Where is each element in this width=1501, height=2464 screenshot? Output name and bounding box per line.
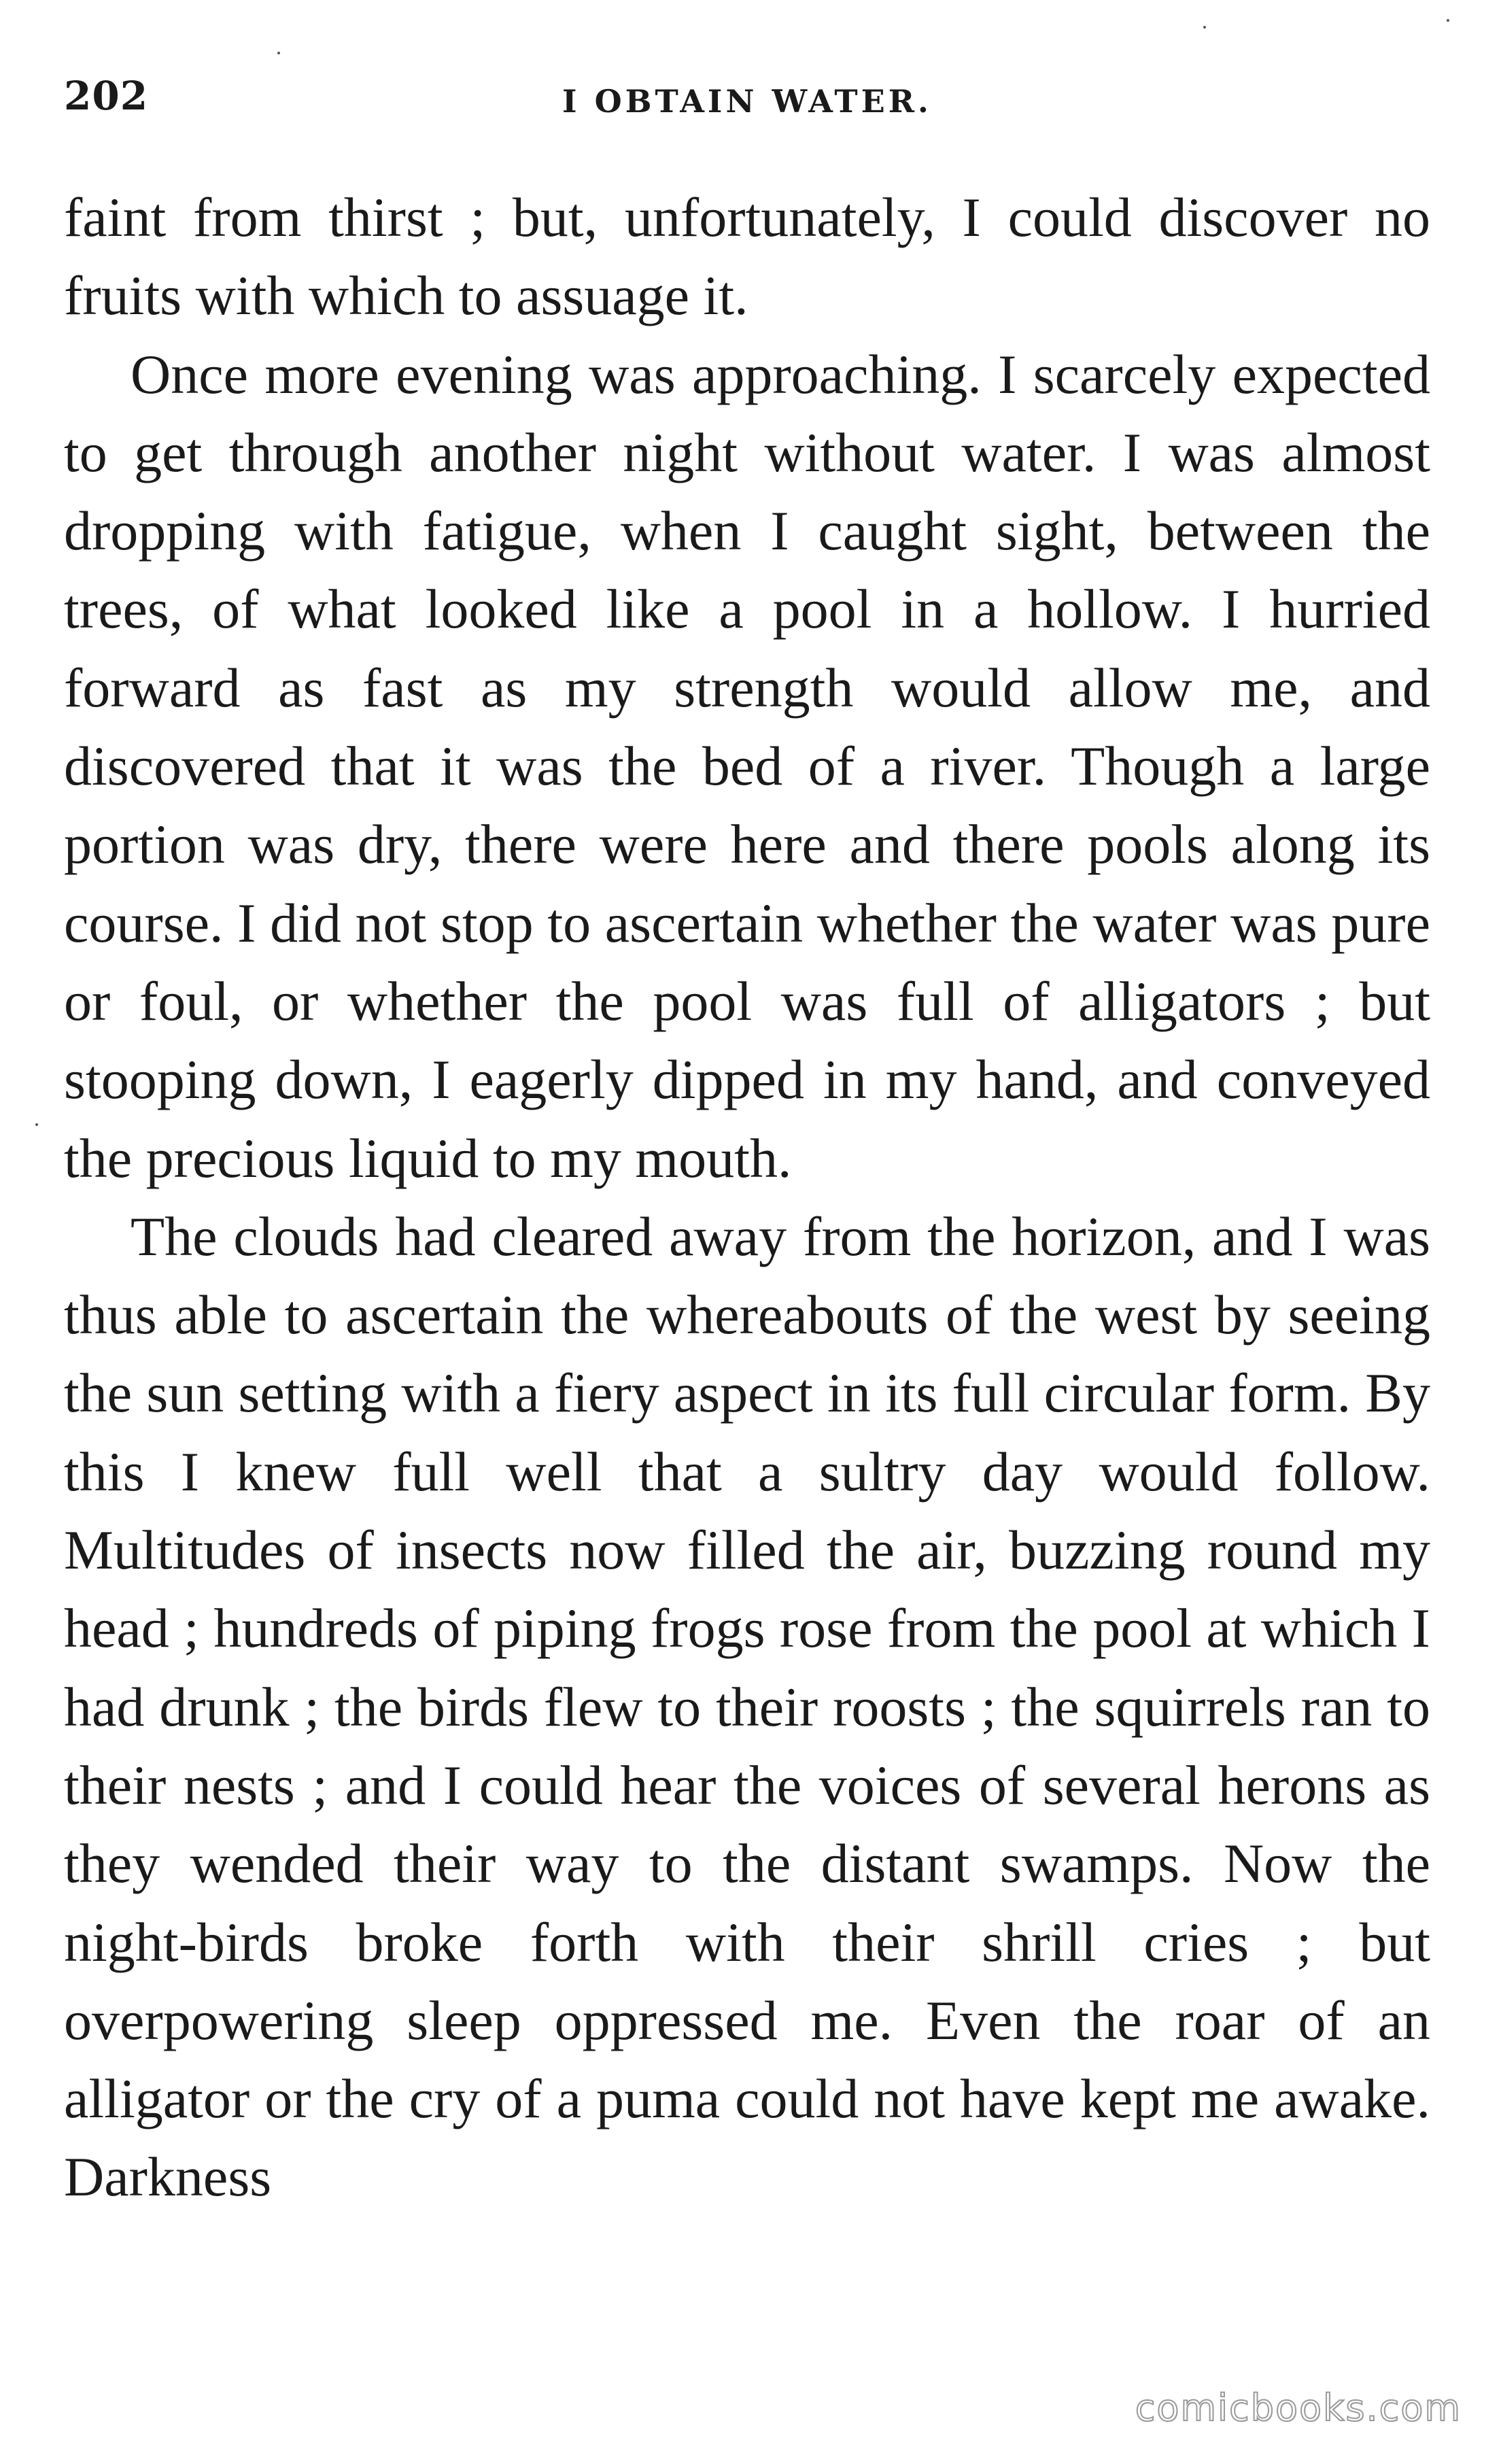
print-speck: [35, 1123, 38, 1126]
print-speck: [277, 52, 280, 54]
print-speck: [1203, 26, 1206, 29]
paragraph: Once more evening was approaching. I scarcely expected to get through another night without water. I was almost dropping with fatigue, when I caught sight, between the trees, of what looked like a pool in a hollow. I hurried forward as fast as my strength would allow me, and discovered that it was the bed of a river. Though a large portion was dry, there were here and there pools along its course. I did not stop to ascertain whether the water was pure or foul, or whether the pool was full of alligators ; but stooping down, I eagerly dipped in my hand, and conveyed the precious liquid to my mouth.: [64, 343, 1430, 1189]
running-head: [64, 65, 1430, 126]
paragraph: The clouds had cleared away from the horizon, and I was thus able to ascertain the whereabouts of the west by seeing the sun setting with a fiery aspect in its full circular form. By this I knew full well that a sultry day would follow. Multitudes of insects now filled the air, buzzing round my head ; hundreds of piping frogs rose from the pool at which I had drunk ; the birds flew to their roosts ; the squirrels ran to their nests ; and I could hear the voices of several herons as they wended their way to the distant swamps. Now the night-birds broke forth with their shrill cries ; but overpowering sleep oppressed me. Even the roar of an alligator or the cry of a puma could not have kept me awake. Darkness: [64, 1205, 1430, 2208]
watermark: comicbooks.com: [1135, 2386, 1462, 2429]
print-speck: [1447, 19, 1449, 22]
page-number: 202: [64, 73, 149, 119]
body-text: [64, 178, 1430, 2217]
chapter-title: I OBTAIN WATER.: [562, 83, 932, 120]
paragraph-continuation: faint from thirst ; but, unfortunately, I could discover no fruits with which to assuage it.: [64, 186, 1430, 327]
